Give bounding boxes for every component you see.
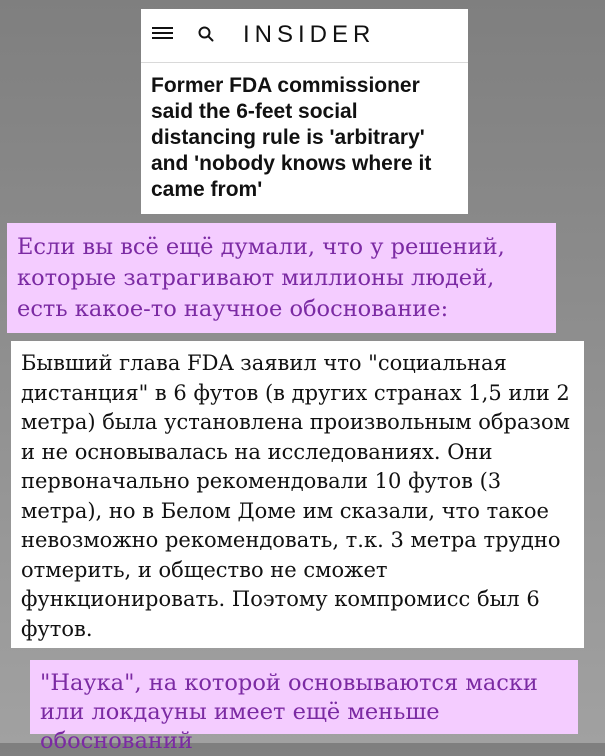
- main-explanation-text: Бывший глава FDA заявил что "социальная дистанция" в 6 футов (в других странах 1,5 или 2 метра) была установлена произвольным образом и не основывалась на исследованиях. Они первоначально рекомендовали 10 футов (3 метра), но в Белом Доме им сказали, что такое невозможно рекомендовать, т.к. 3 метра трудно отмерить, и общество не сможет функционировать. Поэтому компромисс был 6 футов.: [21, 351, 570, 641]
- article-headline[interactable]: Former FDA commissioner said the 6-feet social distancing rule is 'arbitrary' and 'nobody knows where it came from': [151, 74, 432, 201]
- insider-logo[interactable]: INSIDER: [243, 21, 376, 48]
- footer-caption-box: [30, 660, 578, 754]
- main-explanation-box: [11, 341, 584, 648]
- footer-caption-text: "Наука", на которой основываются маски или локдауны имеет ещё меньше обоснований: [40, 670, 538, 754]
- intro-caption-box: [7, 223, 556, 333]
- search-icon[interactable]: [197, 25, 215, 43]
- insider-header: [141, 9, 468, 63]
- menu-line: [152, 37, 173, 39]
- menu-line: [152, 32, 173, 34]
- intro-caption-text: Если вы всё ещё думали, что у решений, которые затрагивают миллионы людей, есть какое-то научное обоснование:: [17, 234, 505, 322]
- menu-icon[interactable]: [152, 25, 173, 41]
- insider-article-card: [141, 9, 468, 214]
- menu-line: [152, 27, 173, 29]
